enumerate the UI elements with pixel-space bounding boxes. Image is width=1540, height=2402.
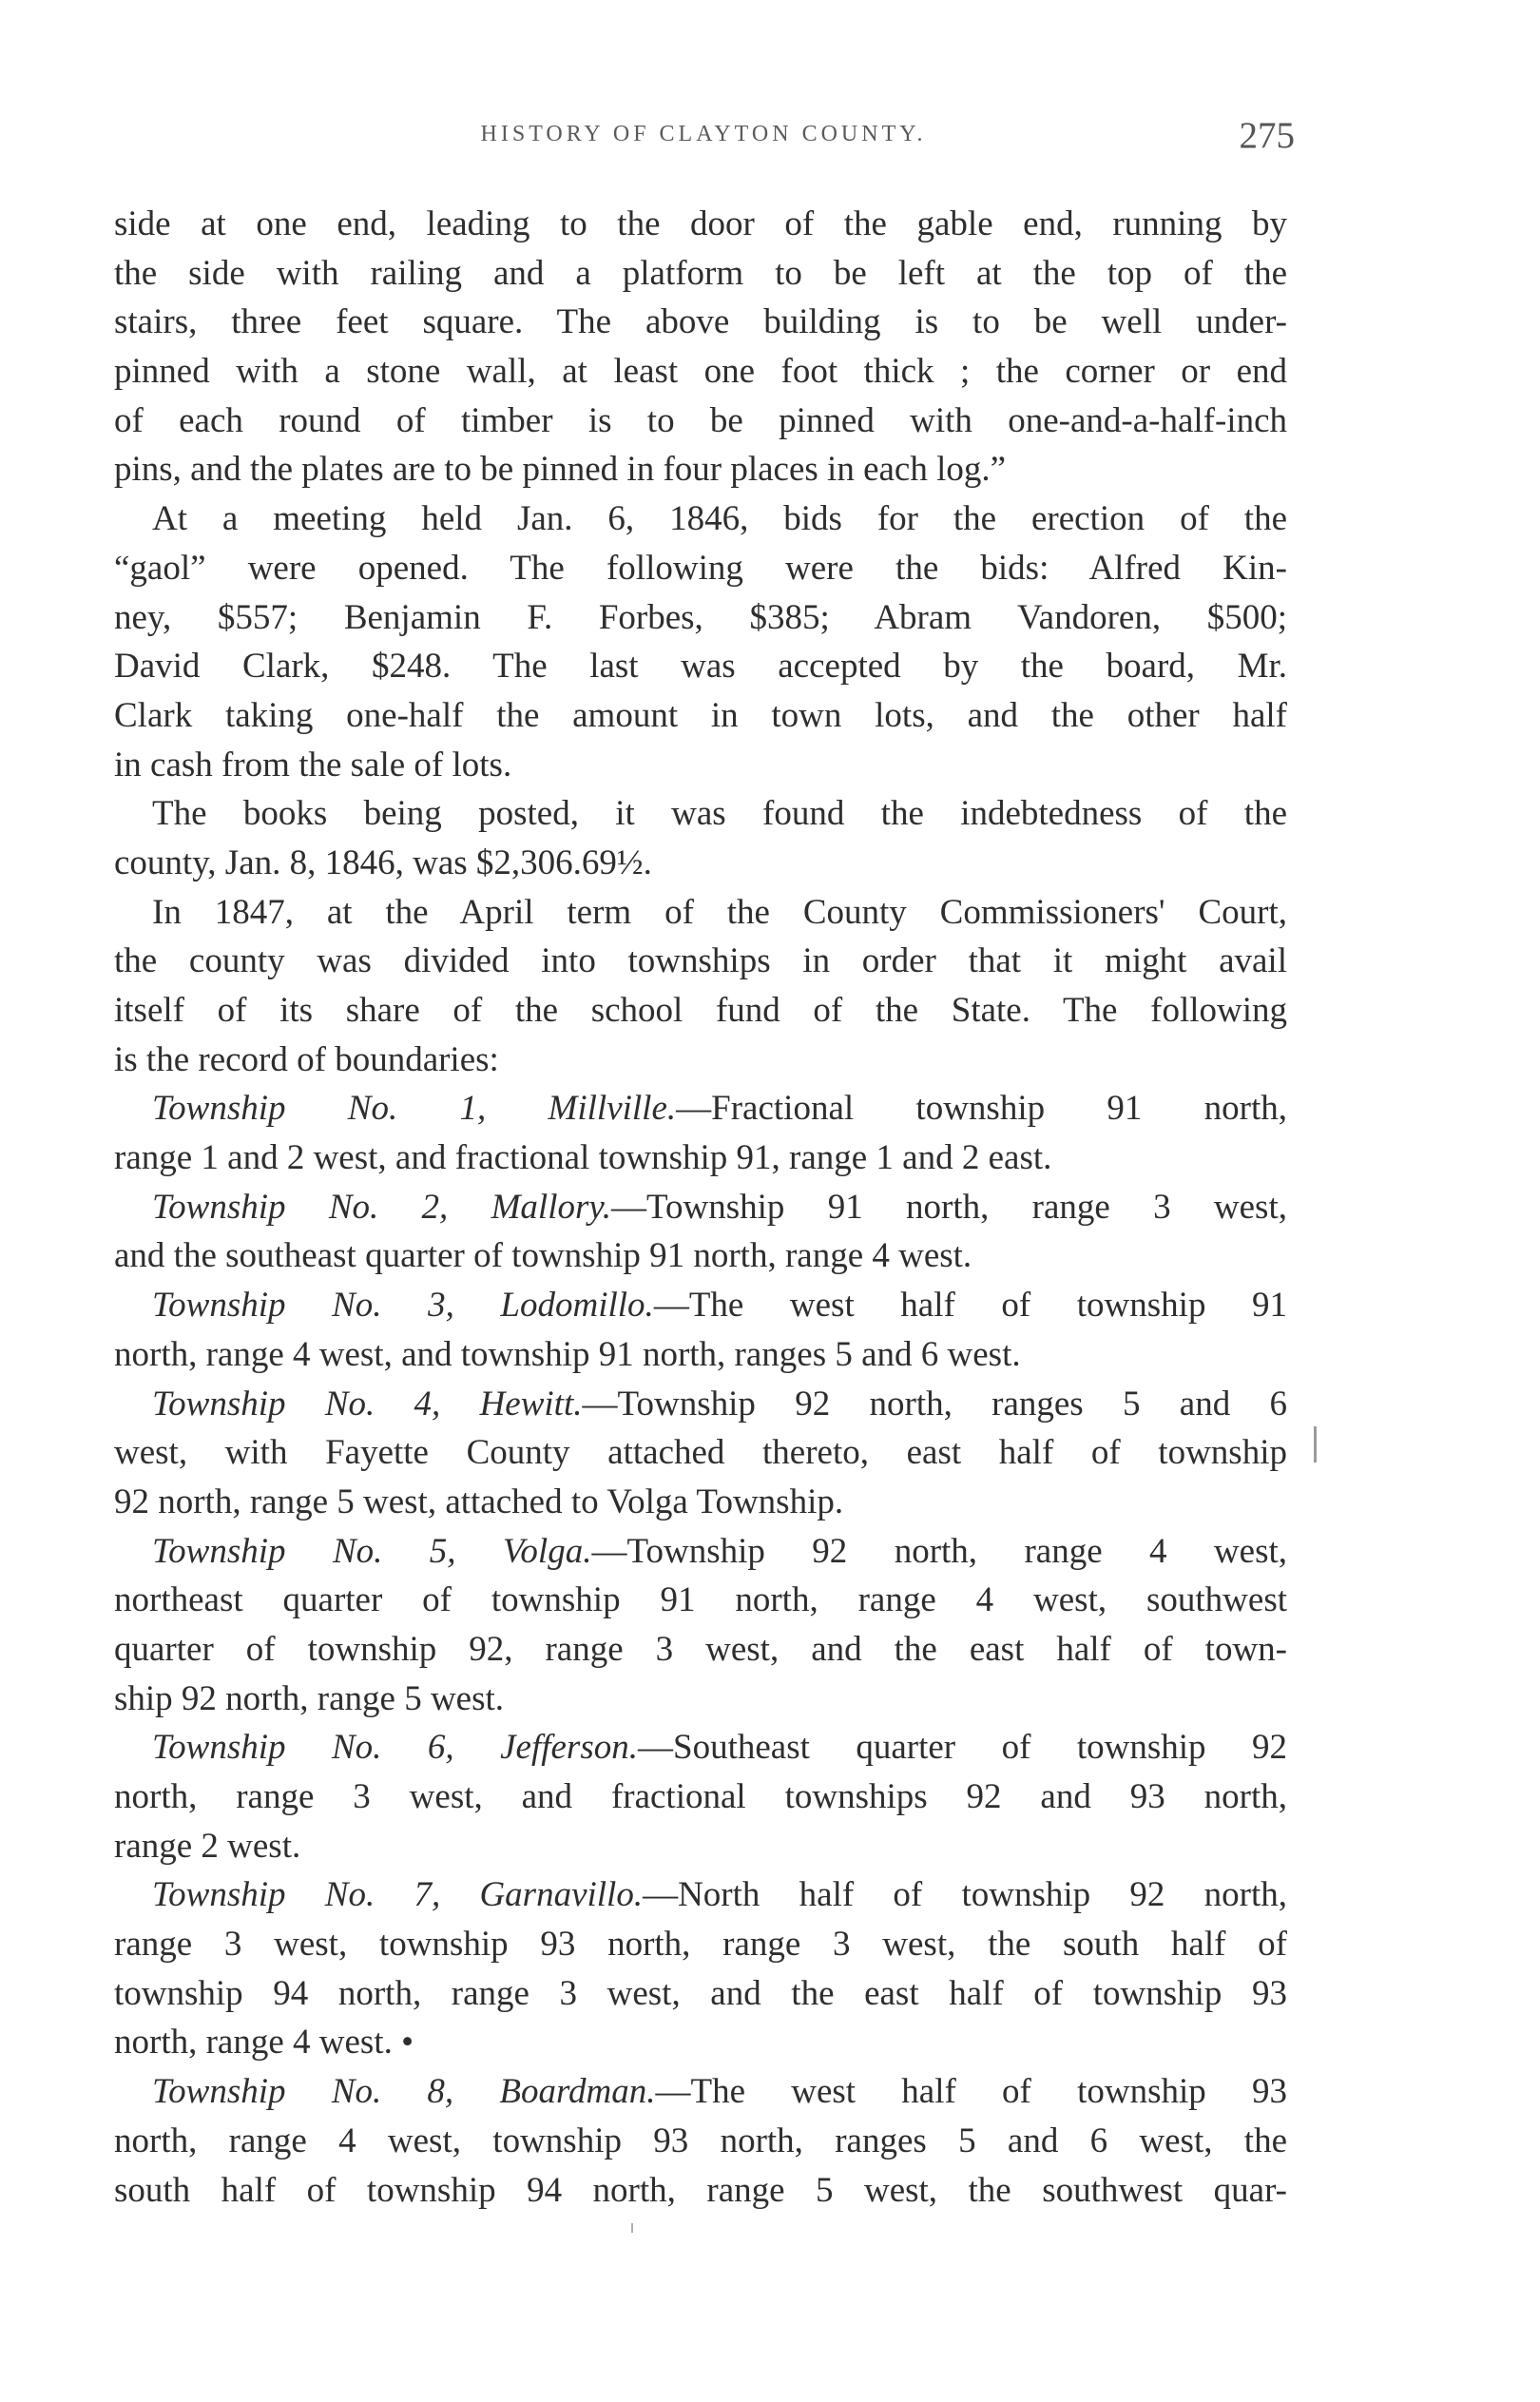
- text-line: ship 92 north, range 5 west.: [114, 1678, 505, 1718]
- text-line: township 94 north, range 3 west, and the east half of township 93: [114, 1973, 1287, 2013]
- township-name: Township No. 5, Volga.: [152, 1531, 592, 1571]
- text-line: south half of township 94 north, range 5 west, the southwest quar-: [114, 2170, 1287, 2210]
- township-entry: Township No. 5, Volga.—Township 92 north, range 4 west,: [152, 1531, 1287, 1571]
- margin-mark: [1314, 1426, 1317, 1463]
- text-line: range 1 and 2 west, and fractional township 91, range 1 and 2 east.: [114, 1138, 1052, 1178]
- township-entry: Township No. 4, Hewitt.—Township 92 north, ranges 5 and 6: [152, 1384, 1287, 1424]
- township-name: Township No. 4, Hewitt.: [152, 1384, 583, 1424]
- text-line: At a meeting held Jan. 6, 1846, bids for the erection of the: [152, 499, 1287, 539]
- township-entry: Township No. 7, Garnavillo.—North half of township 92 north,: [152, 1875, 1287, 1915]
- text-line: pinned with a stone wall, at least one foot thick ; the corner or end: [114, 352, 1287, 392]
- township-entry: Township No. 8, Boardman.—The west half of township 93: [152, 2072, 1287, 2112]
- text-line: itself of its share of the school fund of the State. The following: [114, 991, 1287, 1030]
- text-line: ney, $557; Benjamin F. Forbes, $385; Abram Vandoren, $500;: [114, 597, 1287, 637]
- text-line: stairs, three feet square. The above building is to be well under-: [114, 302, 1287, 342]
- text-line: north, range 4 west. •: [114, 2023, 414, 2063]
- text-line: the side with railing and a platform to be left at the top of the: [114, 253, 1287, 293]
- text-line: Clark taking one-half the amount in town lots, and the other half: [114, 695, 1287, 735]
- text-line: is the record of boundaries:: [114, 1039, 499, 1079]
- text-line: north, range 4 west, and township 91 north, ranges 5 and 6 west.: [114, 1334, 1021, 1374]
- township-name: Township No. 3, Lodomillo.: [152, 1286, 654, 1326]
- text-line: David Clark, $248. The last was accepted by the board, Mr.: [114, 647, 1287, 687]
- township-entry: Township No. 6, Jefferson.—Southeast quarter of township 92: [152, 1728, 1287, 1768]
- township-entry: Township No. 2, Mallory.—Township 91 north, range 3 west,: [152, 1187, 1287, 1227]
- text-line: side at one end, leading to the door of the gable end, running by: [114, 204, 1287, 243]
- text-line: in cash from the sale of lots.: [114, 745, 512, 785]
- text-line: and the southeast quarter of township 91 north, range 4 west.: [114, 1236, 972, 1276]
- text-line: north, range 3 west, and fractional townships 92 and 93 north,: [114, 1777, 1287, 1816]
- township-name: Township No. 8, Boardman.: [152, 2072, 656, 2112]
- text-line: county, Jan. 8, 1846, was $2,306.69½.: [114, 843, 652, 882]
- township-entry: Township No. 3, Lodomillo.—The west half of township 91: [152, 1286, 1287, 1326]
- text-line: In 1847, at the April term of the County Commissioners' Court,: [152, 892, 1287, 932]
- text-line: quarter of township 92, range 3 west, and the east half of town-: [114, 1629, 1287, 1669]
- text-line: north, range 4 west, township 93 north, ranges 5 and 6 west, the: [114, 2121, 1287, 2160]
- township-name: Township No. 7, Garnavillo.: [152, 1875, 644, 1915]
- township-entry: Township No. 1, Millville.—Fractional township 91 north,: [152, 1089, 1287, 1129]
- page-number: 275: [1239, 115, 1295, 156]
- township-name: Township No. 1, Millville.: [152, 1089, 677, 1129]
- running-title: HISTORY OF CLAYTON COUNTY.: [480, 122, 927, 146]
- township-name: Township No. 2, Mallory.: [152, 1187, 612, 1227]
- text-line: The books being posted, it was found the indebtedness of the: [152, 794, 1287, 834]
- text-line: “gaol” were opened. The following were the bids: Alfred Kin-: [114, 548, 1287, 588]
- text-line: of each round of timber is to be pinned with one-and-a-half-inch: [114, 400, 1287, 440]
- text-line: 92 north, range 5 west, attached to Volga Township.: [114, 1482, 844, 1521]
- text-line: range 2 west.: [114, 1826, 301, 1866]
- text-line: west, with Fayette County attached thereto, east half of township: [114, 1433, 1287, 1473]
- text-line: the county was divided into townships in order that it might avail: [114, 941, 1287, 981]
- text-line: pins, and the plates are to be pinned in four places in each log.”: [114, 450, 1007, 490]
- township-name: Township No. 6, Jefferson.: [152, 1728, 638, 1768]
- body-text: [114, 200, 1287, 2215]
- running-head: [112, 115, 1295, 169]
- text-line: northeast quarter of township 91 north, range 4 west, southwest: [114, 1580, 1287, 1620]
- printer-mark: [631, 2223, 633, 2233]
- text-line: range 3 west, township 93 north, range 3 west, the south half of: [114, 1925, 1287, 1965]
